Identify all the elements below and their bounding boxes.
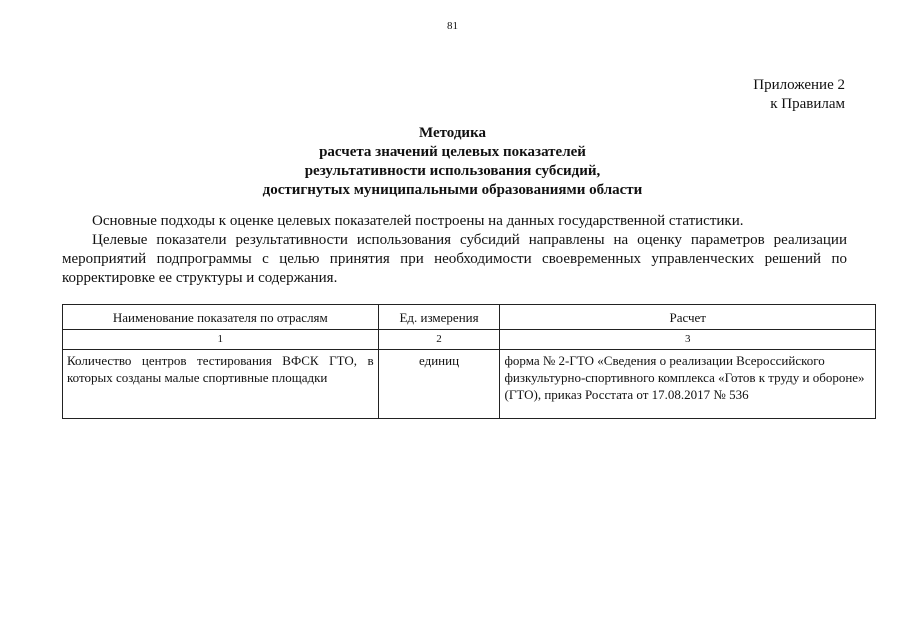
table-header-row (63, 305, 876, 330)
page-number: 81 (447, 20, 458, 32)
header-calculation: Расчет (500, 305, 876, 330)
column-number-1: 1 (63, 330, 379, 350)
paragraph-1: Основные подходы к оценке целевых показателей построены на данных государственной статистики. (92, 213, 744, 229)
header-unit: Ед. измерения (378, 305, 500, 330)
title-line-4: достигнутых муниципальными образованиями области (262, 182, 643, 198)
appendix-line-1: Приложение 2 (753, 77, 845, 93)
cell-indicator-name: Количество центров тестирования ВФСК ГТО, в которых созданы малые спортивные площадки (63, 350, 379, 419)
column-number-3: 3 (500, 330, 876, 350)
title-line-3: результативности использования субсидий, (304, 163, 601, 179)
column-number-2: 2 (378, 330, 500, 350)
table-column-numbers-row (63, 330, 876, 350)
cell-unit: единиц (378, 350, 500, 419)
header-indicator-name: Наименование показателя по отраслям (63, 305, 379, 330)
cell-calculation: форма № 2-ГТО «Сведения о реализации Всероссийского физкультурно-спортивного комплекса «Готов к труду и обороне» (ГТО), приказ Росстата от 17.08.2017 № 536 (500, 350, 876, 419)
paragraph-2: Целевые показатели результативности использования субсидий направлены на оценку параметров реализации мероприятий подпрограммы с целью принятия при необходимости своевременных управленческих решений по корректировке ее структуры и содержания. (62, 232, 847, 286)
document-title (0, 124, 905, 200)
title-line-2: расчета значений целевых показателей (319, 144, 586, 160)
appendix-line-2: к Правилам (770, 96, 845, 112)
table-row (63, 350, 876, 419)
indicators-table (62, 304, 876, 419)
title-line-1: Методика (418, 125, 486, 141)
body-text (62, 212, 847, 288)
appendix-reference (753, 76, 845, 114)
